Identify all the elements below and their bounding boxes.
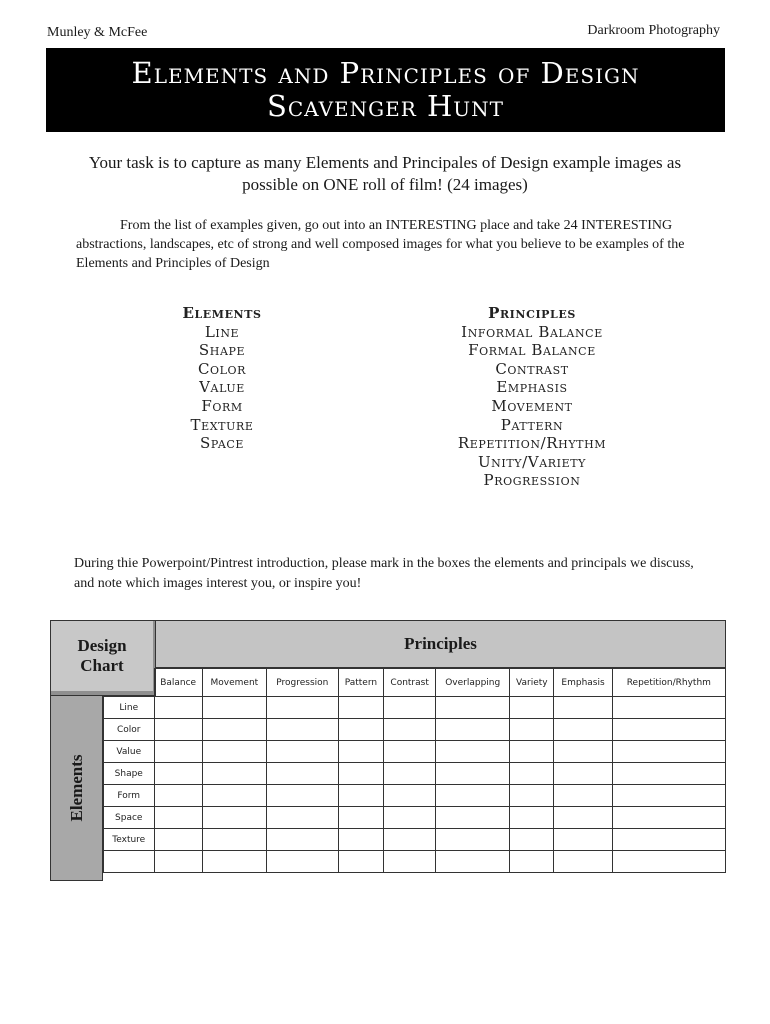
task-text: Your task is to capture as many Elements and Principales of Design example images as possible on ONE roll of film! (24 images) — [88, 153, 682, 194]
row-label: Form — [104, 785, 155, 807]
check-cell[interactable] — [554, 763, 612, 785]
check-cell[interactable] — [154, 785, 202, 807]
check-cell[interactable] — [266, 851, 338, 873]
check-cell[interactable] — [554, 741, 612, 763]
check-cell[interactable] — [436, 807, 510, 829]
check-cell[interactable] — [154, 763, 202, 785]
table-row — [104, 741, 726, 763]
column-header: Overlapping — [436, 669, 510, 697]
check-cell[interactable] — [266, 785, 338, 807]
check-cell[interactable] — [554, 719, 612, 741]
check-cell[interactable] — [612, 763, 725, 785]
check-cell[interactable] — [202, 741, 266, 763]
header-left: Munley & McFee — [47, 25, 148, 40]
check-cell[interactable] — [202, 763, 266, 785]
table-row — [104, 763, 726, 785]
check-cell[interactable] — [436, 719, 510, 741]
check-cell[interactable] — [338, 851, 383, 873]
check-cell[interactable] — [510, 829, 554, 851]
check-cell[interactable] — [612, 807, 725, 829]
check-cell[interactable] — [266, 697, 338, 719]
check-cell[interactable] — [436, 697, 510, 719]
row-label — [104, 851, 155, 873]
check-cell[interactable] — [202, 719, 266, 741]
check-cell[interactable] — [510, 719, 554, 741]
check-cell[interactable] — [266, 719, 338, 741]
header-right: Darkroom Photography — [587, 23, 720, 38]
column-header: Balance — [154, 669, 202, 697]
element-item: Value — [199, 378, 245, 397]
table-row — [104, 829, 726, 851]
corner-title-1: Design — [77, 636, 127, 655]
check-cell[interactable] — [510, 763, 554, 785]
check-cell[interactable] — [510, 785, 554, 807]
check-cell[interactable] — [338, 763, 383, 785]
check-cell[interactable] — [612, 785, 725, 807]
check-cell[interactable] — [384, 763, 436, 785]
check-cell[interactable] — [154, 741, 202, 763]
elements-heading: Elements — [182, 304, 262, 322]
principle-item: Unity/Variety — [477, 452, 587, 471]
row-label: Space — [104, 807, 155, 829]
elements-band — [50, 696, 103, 881]
column-header: Pattern — [338, 669, 383, 697]
check-cell[interactable] — [202, 851, 266, 873]
table-row — [104, 851, 726, 873]
check-cell[interactable] — [154, 719, 202, 741]
title-line-1: Elements and Principles of Design — [131, 56, 640, 90]
check-cell[interactable] — [612, 851, 725, 873]
principle-item: Emphasis — [496, 378, 568, 397]
check-cell[interactable] — [510, 851, 554, 873]
element-item: Color — [197, 359, 247, 378]
check-cell[interactable] — [612, 697, 725, 719]
element-item: Space — [199, 434, 245, 453]
principle-item: Informal Balance — [461, 322, 603, 341]
check-cell[interactable] — [384, 741, 436, 763]
elements-band-label: Elements — [66, 754, 86, 822]
check-cell[interactable] — [436, 741, 510, 763]
check-cell[interactable] — [554, 851, 612, 873]
chart-grid — [103, 668, 726, 873]
check-cell[interactable] — [266, 829, 338, 851]
check-cell[interactable] — [202, 829, 266, 851]
check-cell[interactable] — [202, 697, 266, 719]
principles-list — [432, 304, 632, 490]
check-cell[interactable] — [554, 785, 612, 807]
row-label-header — [104, 669, 155, 697]
check-cell[interactable] — [154, 807, 202, 829]
check-cell[interactable] — [338, 697, 383, 719]
check-cell[interactable] — [612, 829, 725, 851]
table-row — [104, 785, 726, 807]
check-cell[interactable] — [384, 785, 436, 807]
principles-band: Principles — [156, 620, 726, 668]
design-chart — [50, 620, 726, 881]
row-label: Value — [104, 741, 155, 763]
table-row — [104, 697, 726, 719]
check-cell[interactable] — [554, 697, 612, 719]
principles-heading: Principles — [488, 304, 576, 322]
check-cell[interactable] — [384, 807, 436, 829]
check-cell[interactable] — [510, 697, 554, 719]
principle-item: Pattern — [500, 415, 564, 434]
element-item: Form — [201, 396, 243, 415]
title-banner — [46, 48, 725, 132]
column-header: Variety — [510, 669, 554, 697]
element-item: Texture — [190, 415, 254, 434]
check-cell[interactable] — [338, 719, 383, 741]
check-cell[interactable] — [510, 741, 554, 763]
check-cell[interactable] — [384, 719, 436, 741]
check-cell[interactable] — [436, 829, 510, 851]
check-cell[interactable] — [554, 807, 612, 829]
check-cell[interactable] — [338, 807, 383, 829]
check-cell[interactable] — [436, 785, 510, 807]
principle-item: Movement — [491, 396, 573, 415]
check-cell[interactable] — [384, 829, 436, 851]
principle-item: Formal Balance — [468, 341, 596, 360]
element-item: Line — [204, 322, 240, 341]
intro-paragraph: From the list of examples given, go out into an INTERESTING place and take 24 INTERESTING abstractions, landscapes, etc of strong and well composed images for what you believe to be examples of the Elements and Principles of Design — [76, 218, 685, 271]
principle-item: Progression — [483, 471, 581, 490]
column-header: Emphasis — [554, 669, 612, 697]
table-row — [104, 719, 726, 741]
check-cell[interactable] — [154, 851, 202, 873]
elements-list — [162, 304, 282, 453]
check-cell[interactable] — [266, 741, 338, 763]
column-header: Progression — [266, 669, 338, 697]
check-cell[interactable] — [384, 851, 436, 873]
check-cell[interactable] — [338, 785, 383, 807]
check-cell[interactable] — [612, 719, 725, 741]
check-cell[interactable] — [436, 851, 510, 873]
row-label: Shape — [104, 763, 155, 785]
check-cell[interactable] — [384, 697, 436, 719]
title-line-2: Scavenger Hunt — [267, 89, 504, 123]
check-cell[interactable] — [154, 697, 202, 719]
check-cell[interactable] — [154, 829, 202, 851]
principle-item: Contrast — [495, 359, 569, 378]
column-header: Contrast — [384, 669, 436, 697]
instructions-text: During thie Powerpoint/Pintrest introduction, please mark in the boxes the elements and principals we discuss, and note which images interest you, or inspire you! — [74, 556, 694, 591]
check-cell[interactable] — [554, 829, 612, 851]
table-row — [104, 807, 726, 829]
check-cell[interactable] — [338, 829, 383, 851]
check-cell[interactable] — [266, 807, 338, 829]
row-label: Color — [104, 719, 155, 741]
check-cell[interactable] — [266, 763, 338, 785]
check-cell[interactable] — [202, 785, 266, 807]
check-cell[interactable] — [338, 741, 383, 763]
check-cell[interactable] — [436, 763, 510, 785]
corner-title-2: Chart — [80, 656, 124, 675]
element-item: Shape — [198, 341, 246, 360]
column-header: Movement — [202, 669, 266, 697]
check-cell[interactable] — [612, 741, 725, 763]
principle-item: Repetition/Rhythm — [457, 434, 607, 453]
column-header: Repetition/Rhythm — [612, 669, 725, 697]
row-label: Texture — [104, 829, 155, 851]
row-label: Line — [104, 697, 155, 719]
check-cell[interactable] — [202, 807, 266, 829]
check-cell[interactable] — [510, 807, 554, 829]
